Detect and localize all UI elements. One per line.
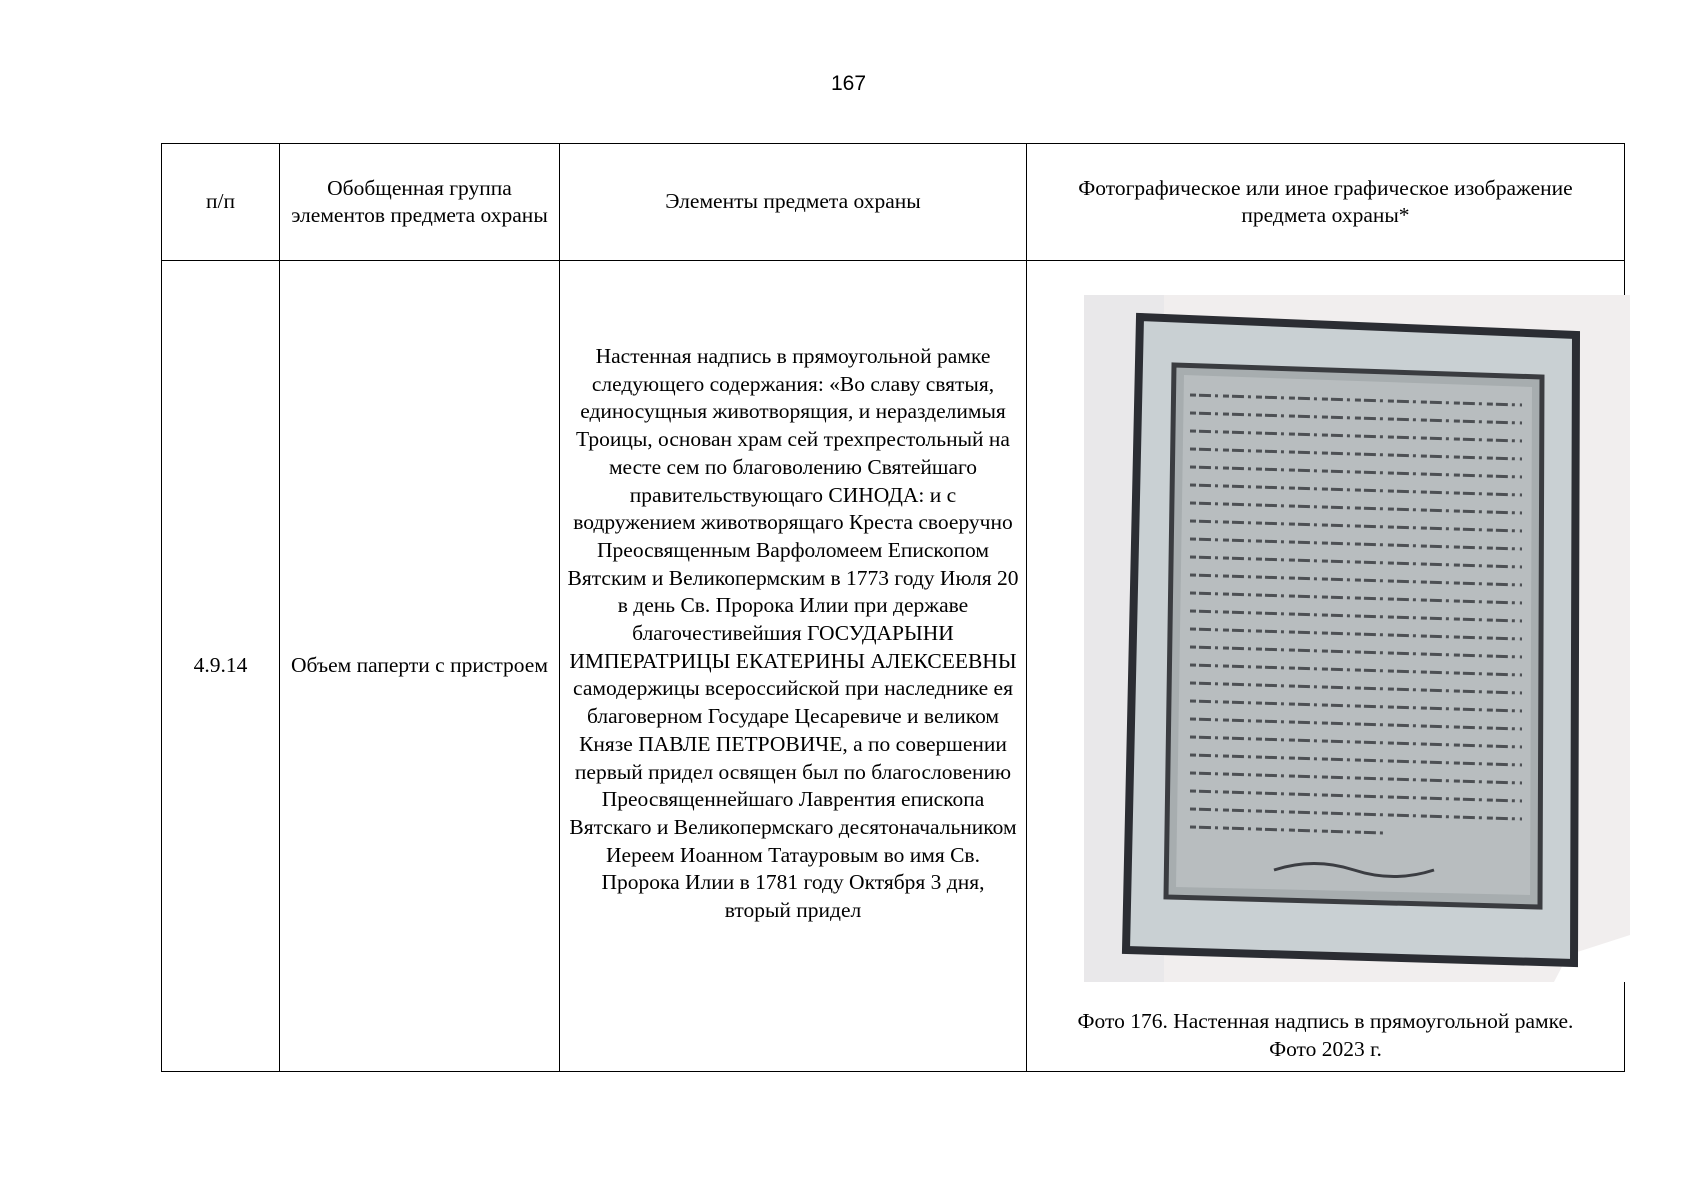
plaque-photo	[1084, 295, 1630, 982]
photo-caption	[1027, 1008, 1624, 1063]
header-elements: Элементы предмета охраны	[560, 144, 1027, 261]
caption-line-2: Фото 2023 г.	[1269, 1036, 1382, 1061]
table-row	[162, 261, 1625, 1072]
row-group: Объем паперти с пристроем	[280, 261, 560, 1072]
inscription-text: Настенная надпись в прямоугольной рамке следующего содержания: «Во славу святыя, единосущныя животворящия, и неразделимыя Троицы, основан храм сей трехпрестольный на месте сем по благоволению Святейшаго правительствующаго СИНОДА: и с водружением животворящаго Креста своеручно Преосвященным Варфоломеем Епископом Вятским и Великопермским в 1773 году Июля 20 в день Св. Пророка Илии при державе благочестивейшия ГОСУДАРЫНИ ИМПЕРАТРИЦЫ ЕКАТЕРИНЫ АЛЕКСЕЕВНЫ самодержицы всероссийской при наследнике ея благоверном Государе Цесаревиче и великом Князе ПАВЛЕ ПЕТРОВИЧЕ, а по совершении первый придел освящен был по благословению Преосвященнейшаго Лаврентия епископа Вятскаго и Великопермскаго десятоначальником Иереем Иоанном Татауровым во имя Св. Пророка Илии в 1781 году Октября 3 дня, вторый придел	[567, 344, 1019, 923]
row-elements-cell	[560, 261, 1027, 1072]
caption-line-1: Фото 176. Настенная надпись в прямоугольной рамке.	[1077, 1009, 1574, 1033]
header-group: Обобщенная группа элементов предмета охраны	[280, 144, 560, 261]
row-num: 4.9.14	[162, 261, 280, 1072]
header-image: Фотографическое или иное графическое изображение предмета охраны*	[1027, 144, 1625, 261]
header-num: п/п	[162, 144, 280, 261]
protection-table	[161, 143, 1625, 1072]
page-number: 167	[830, 72, 867, 95]
row-image-cell	[1027, 261, 1625, 1072]
table-header-row	[162, 144, 1625, 261]
